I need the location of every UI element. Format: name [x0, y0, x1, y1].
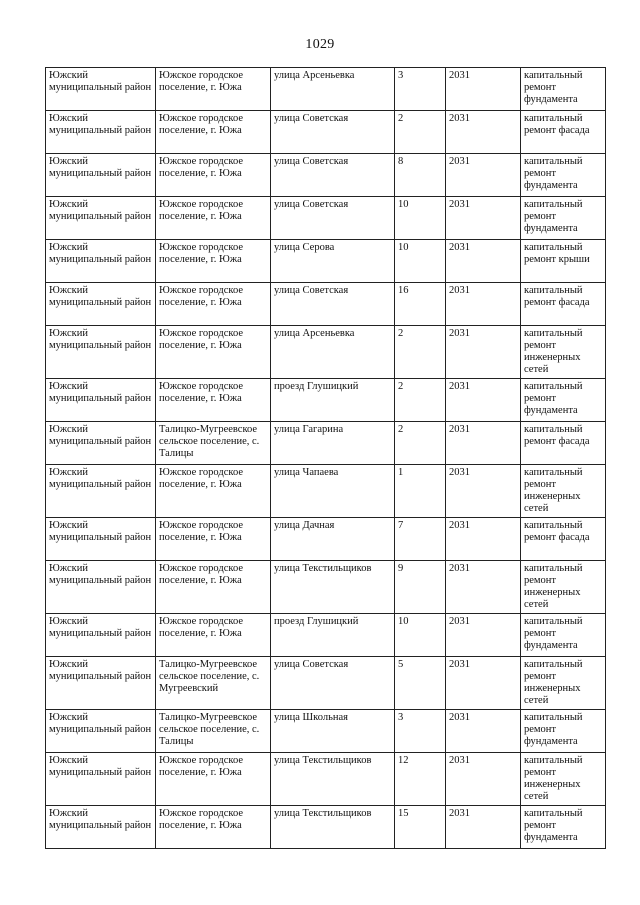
- house-number-cell: 10: [395, 614, 446, 657]
- street-cell: улица Чапаева: [271, 465, 395, 518]
- settlement-cell: Талицко-Мугреевское сельское поселение, с. Талицы: [156, 710, 271, 753]
- work-type-cell: капитальный ремонт инженерных сетей: [521, 657, 606, 710]
- settlement-cell: Южское городское поселение, г. Южа: [156, 283, 271, 326]
- street-cell: улица Школьная: [271, 710, 395, 753]
- work-type-cell: капитальный ремонт инженерных сетей: [521, 753, 606, 806]
- settlement-cell: Южское городское поселение, г. Южа: [156, 614, 271, 657]
- settlement-cell: Южское городское поселение, г. Южа: [156, 154, 271, 197]
- year-cell: 2031: [446, 465, 521, 518]
- work-type-cell: капитальный ремонт фундамента: [521, 614, 606, 657]
- settlement-cell: Южское городское поселение, г. Южа: [156, 197, 271, 240]
- district-cell: Южский муниципальный район: [46, 326, 156, 379]
- street-cell: улица Текстильщиков: [271, 753, 395, 806]
- house-number-cell: 10: [395, 240, 446, 283]
- work-type-cell: капитальный ремонт фундамента: [521, 806, 606, 849]
- street-cell: проезд Глушицкий: [271, 614, 395, 657]
- table-row: [46, 379, 606, 422]
- house-number-cell: 3: [395, 710, 446, 753]
- district-cell: Южский муниципальный район: [46, 657, 156, 710]
- table-row: [46, 710, 606, 753]
- work-type-cell: капитальный ремонт фасада: [521, 283, 606, 326]
- table-row: [46, 753, 606, 806]
- table-body: [46, 68, 606, 849]
- work-type-cell: капитальный ремонт инженерных сетей: [521, 465, 606, 518]
- year-cell: 2031: [446, 614, 521, 657]
- district-cell: Южский муниципальный район: [46, 111, 156, 154]
- year-cell: 2031: [446, 68, 521, 111]
- house-number-cell: 16: [395, 283, 446, 326]
- street-cell: улица Советская: [271, 197, 395, 240]
- house-number-cell: 2: [395, 111, 446, 154]
- table-row: [46, 197, 606, 240]
- street-cell: улица Советская: [271, 283, 395, 326]
- year-cell: 2031: [446, 561, 521, 614]
- district-cell: Южский муниципальный район: [46, 68, 156, 111]
- house-number-cell: 12: [395, 753, 446, 806]
- district-cell: Южский муниципальный район: [46, 806, 156, 849]
- year-cell: 2031: [446, 197, 521, 240]
- work-type-cell: капитальный ремонт фундамента: [521, 68, 606, 111]
- house-number-cell: 10: [395, 197, 446, 240]
- settlement-cell: Южское городское поселение, г. Южа: [156, 518, 271, 561]
- house-number-cell: 9: [395, 561, 446, 614]
- district-cell: Южский муниципальный район: [46, 465, 156, 518]
- year-cell: 2031: [446, 111, 521, 154]
- work-type-cell: капитальный ремонт фундамента: [521, 154, 606, 197]
- year-cell: 2031: [446, 283, 521, 326]
- settlement-cell: Южское городское поселение, г. Южа: [156, 379, 271, 422]
- district-cell: Южский муниципальный район: [46, 561, 156, 614]
- street-cell: улица Текстильщиков: [271, 561, 395, 614]
- year-cell: 2031: [446, 657, 521, 710]
- street-cell: улица Советская: [271, 154, 395, 197]
- house-number-cell: 15: [395, 806, 446, 849]
- settlement-cell: Южское городское поселение, г. Южа: [156, 465, 271, 518]
- district-cell: Южский муниципальный район: [46, 240, 156, 283]
- settlement-cell: Южское городское поселение, г. Южа: [156, 111, 271, 154]
- table-row: [46, 240, 606, 283]
- year-cell: 2031: [446, 753, 521, 806]
- work-type-cell: капитальный ремонт фундамента: [521, 197, 606, 240]
- settlement-cell: Южское городское поселение, г. Южа: [156, 753, 271, 806]
- settlement-cell: Южское городское поселение, г. Южа: [156, 68, 271, 111]
- table-row: [46, 806, 606, 849]
- street-cell: улица Дачная: [271, 518, 395, 561]
- table-row: [46, 561, 606, 614]
- district-cell: Южский муниципальный район: [46, 710, 156, 753]
- work-type-cell: капитальный ремонт инженерных сетей: [521, 326, 606, 379]
- settlement-cell: Южское городское поселение, г. Южа: [156, 561, 271, 614]
- repair-schedule-table: [45, 67, 606, 849]
- table-row: [46, 465, 606, 518]
- year-cell: 2031: [446, 518, 521, 561]
- district-cell: Южский муниципальный район: [46, 753, 156, 806]
- house-number-cell: 1: [395, 465, 446, 518]
- street-cell: улица Текстильщиков: [271, 806, 395, 849]
- house-number-cell: 8: [395, 154, 446, 197]
- street-cell: улица Советская: [271, 111, 395, 154]
- table-row: [46, 283, 606, 326]
- house-number-cell: 2: [395, 326, 446, 379]
- table-row: [46, 111, 606, 154]
- work-type-cell: капитальный ремонт фундамента: [521, 379, 606, 422]
- settlement-cell: Южское городское поселение, г. Южа: [156, 240, 271, 283]
- district-cell: Южский муниципальный район: [46, 283, 156, 326]
- street-cell: улица Гагарина: [271, 422, 395, 465]
- year-cell: 2031: [446, 154, 521, 197]
- work-type-cell: капитальный ремонт фасада: [521, 111, 606, 154]
- table-row: [46, 326, 606, 379]
- street-cell: улица Арсеньевка: [271, 326, 395, 379]
- district-cell: Южский муниципальный район: [46, 614, 156, 657]
- house-number-cell: 2: [395, 422, 446, 465]
- work-type-cell: капитальный ремонт фундамента: [521, 710, 606, 753]
- street-cell: улица Советская: [271, 657, 395, 710]
- table-row: [46, 614, 606, 657]
- house-number-cell: 5: [395, 657, 446, 710]
- district-cell: Южский муниципальный район: [46, 518, 156, 561]
- settlement-cell: Южское городское поселение, г. Южа: [156, 326, 271, 379]
- table-row: [46, 154, 606, 197]
- work-type-cell: капитальный ремонт фасада: [521, 518, 606, 561]
- page-number: 1029: [305, 37, 335, 52]
- year-cell: 2031: [446, 710, 521, 753]
- settlement-cell: Южское городское поселение, г. Южа: [156, 806, 271, 849]
- settlement-cell: Талицко-Мугреевское сельское поселение, с. Талицы: [156, 422, 271, 465]
- year-cell: 2031: [446, 806, 521, 849]
- district-cell: Южский муниципальный район: [46, 154, 156, 197]
- table-row: [46, 422, 606, 465]
- year-cell: 2031: [446, 422, 521, 465]
- district-cell: Южский муниципальный район: [46, 422, 156, 465]
- street-cell: улица Арсеньевка: [271, 68, 395, 111]
- year-cell: 2031: [446, 326, 521, 379]
- settlement-cell: Талицко-Мугреевское сельское поселение, с. Мугреевский: [156, 657, 271, 710]
- work-type-cell: капитальный ремонт крыши: [521, 240, 606, 283]
- street-cell: проезд Глушицкий: [271, 379, 395, 422]
- table-row: [46, 657, 606, 710]
- street-cell: улица Серова: [271, 240, 395, 283]
- district-cell: Южский муниципальный район: [46, 197, 156, 240]
- house-number-cell: 7: [395, 518, 446, 561]
- table-row: [46, 518, 606, 561]
- work-type-cell: капитальный ремонт фасада: [521, 422, 606, 465]
- year-cell: 2031: [446, 240, 521, 283]
- house-number-cell: 2: [395, 379, 446, 422]
- house-number-cell: 3: [395, 68, 446, 111]
- district-cell: Южский муниципальный район: [46, 379, 156, 422]
- work-type-cell: капитальный ремонт инженерных сетей: [521, 561, 606, 614]
- year-cell: 2031: [446, 379, 521, 422]
- table-row: [46, 68, 606, 111]
